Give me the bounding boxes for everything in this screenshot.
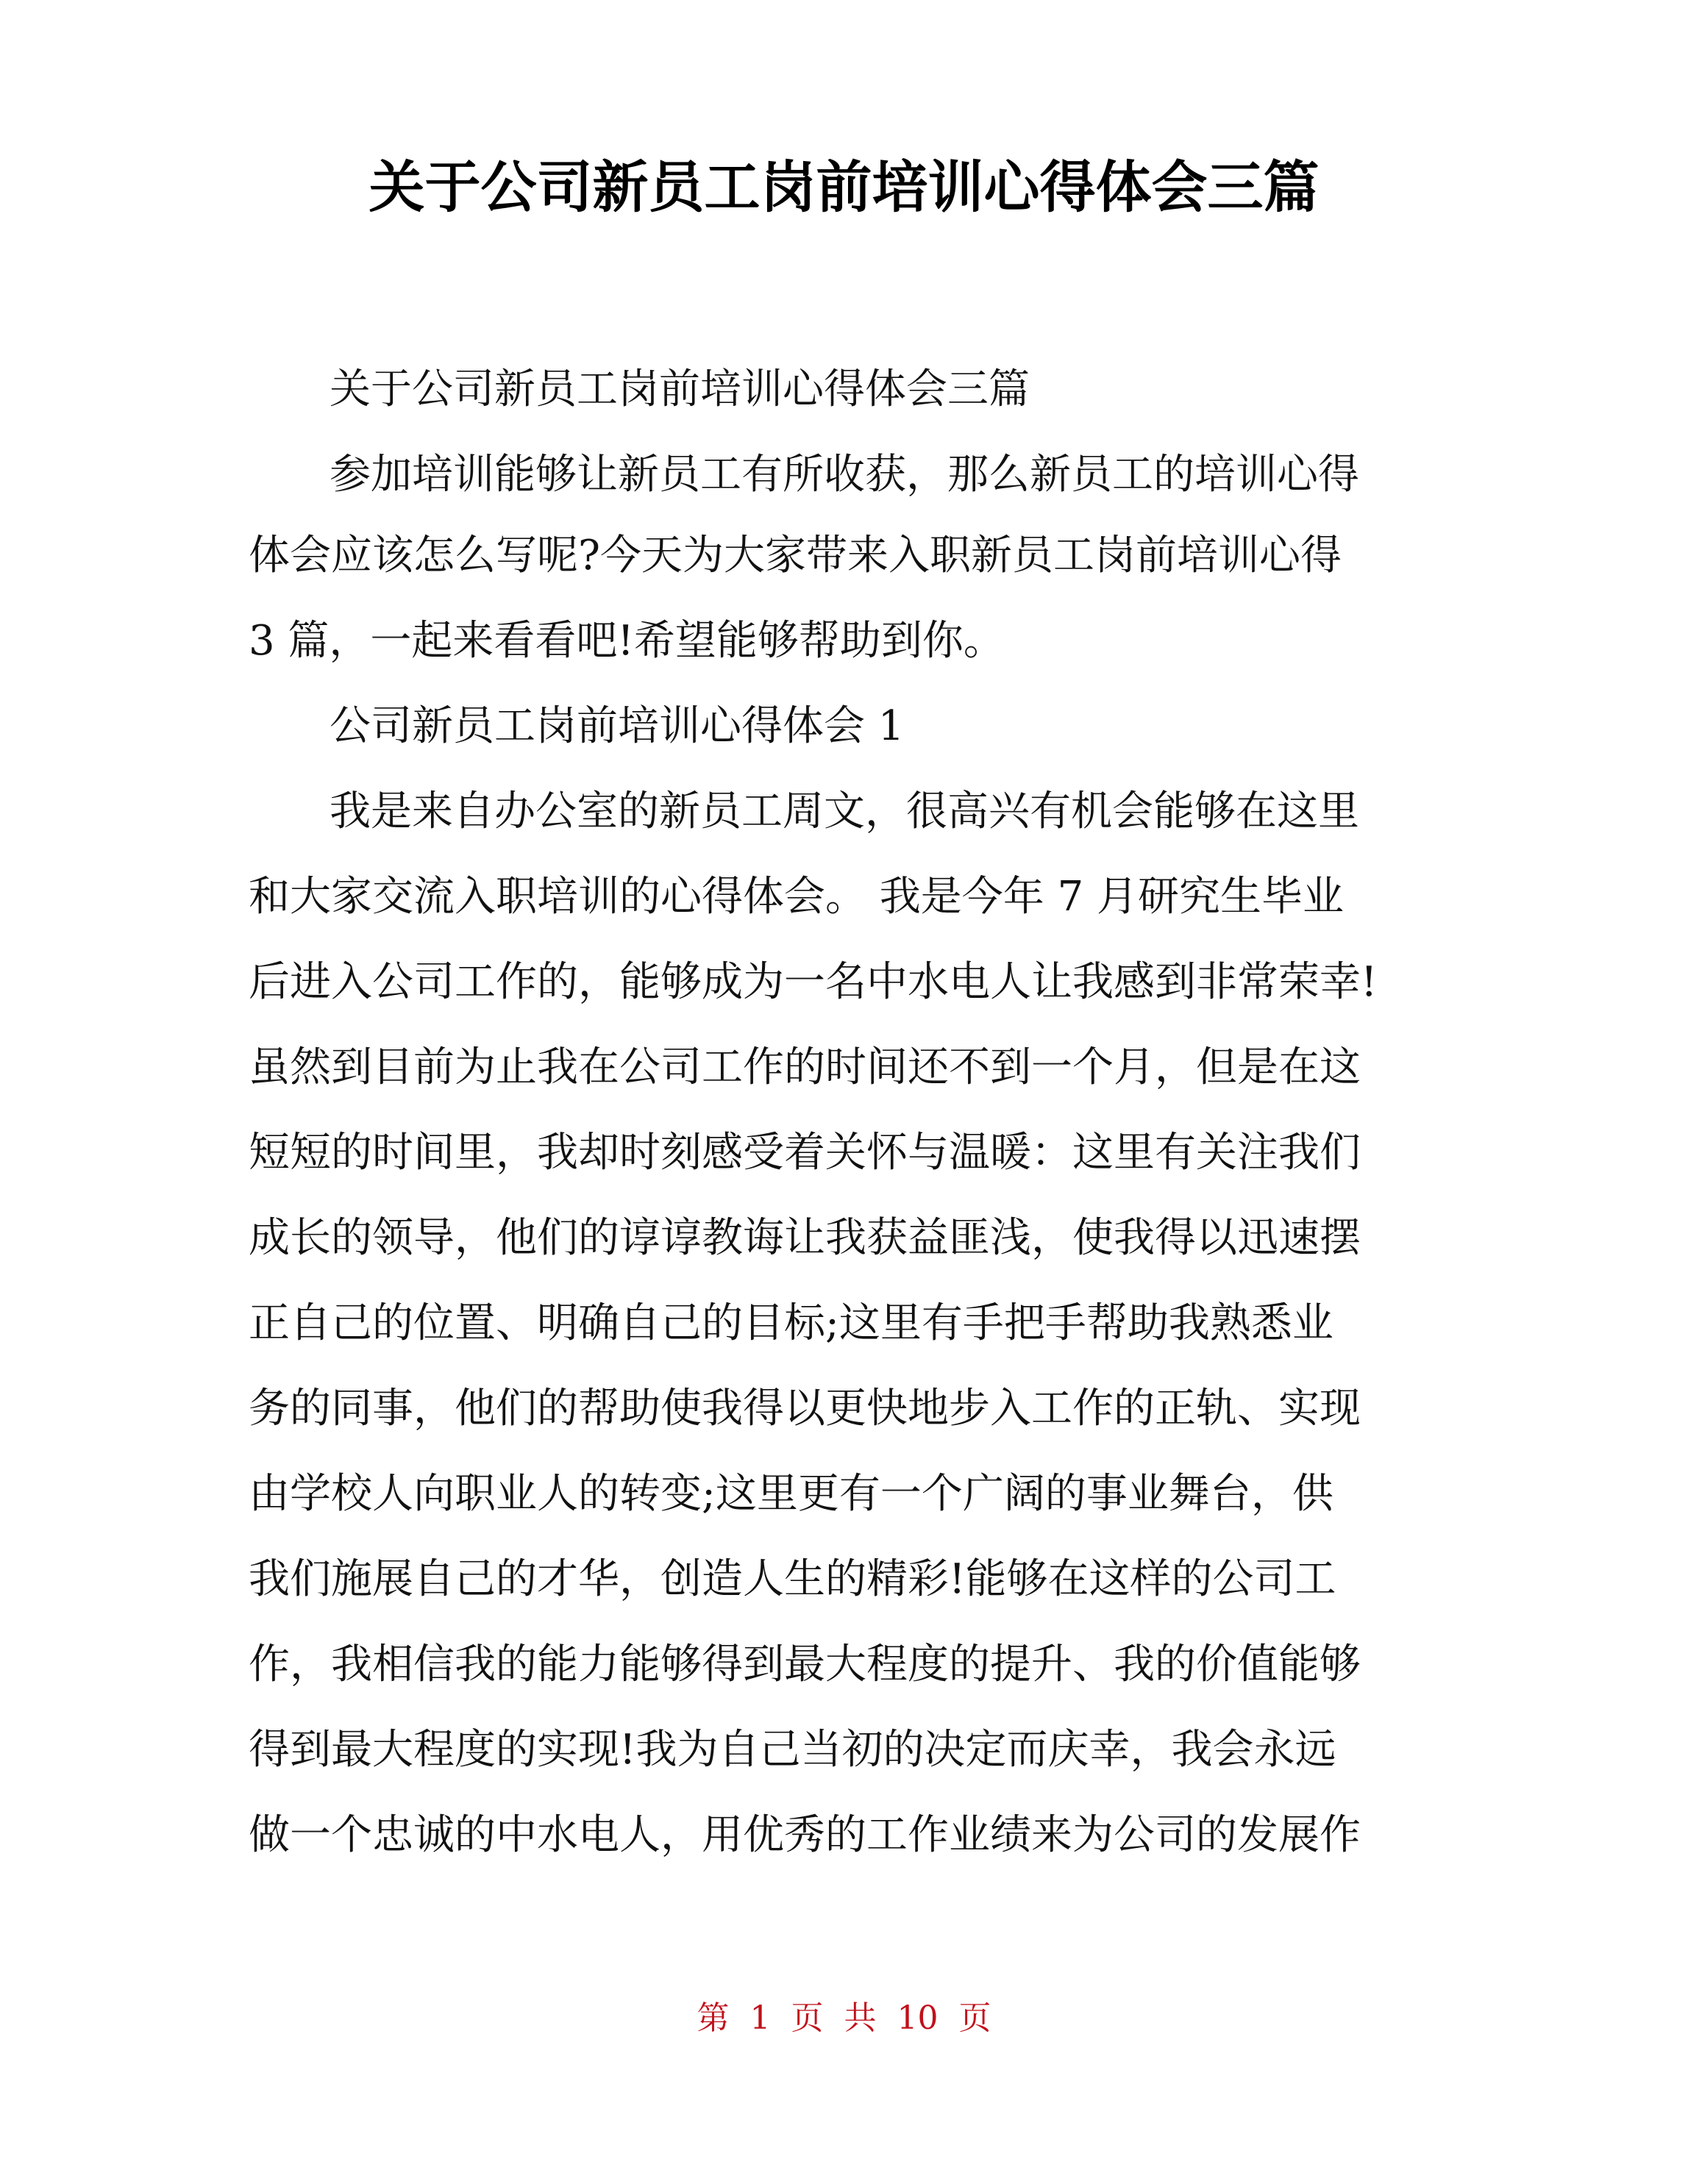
document-title: 关于公司新员工岗前培训心得体会三篇	[368, 154, 1320, 220]
text-line: 由学校人向职业人的转变;这里更有一个广阔的事业舞台，供	[249, 1470, 1333, 1518]
text-line: 后进入公司工作的，能够成为一名中水电人让我感到非常荣幸!	[249, 958, 1378, 1006]
text-line: 务的同事，他们的帮助使我得以更快地步入工作的正轨、实现	[249, 1385, 1361, 1432]
subtitle-line: 关于公司新员工岗前培训心得体会三篇	[330, 365, 1030, 413]
text-line: 参加培训能够让新员工有所收获，那么新员工的培训心得	[330, 451, 1359, 499]
text-line: 作，我相信我的能力能够得到最大程度的提升、我的价值能够	[249, 1641, 1361, 1688]
text-line: 我是来自办公室的新员工周文，很高兴有机会能够在这里	[330, 788, 1359, 835]
text-line: 短短的时间里，我却时刻感受着关怀与温暖：这里有关注我们	[249, 1129, 1361, 1177]
text-line: 正自己的位置、明确自己的目标;这里有手把手帮助我熟悉业	[249, 1299, 1333, 1347]
text-line: 3 篇，一起来看看吧!希望能够帮助到你。	[249, 617, 1005, 665]
section-heading: 公司新员工岗前培训心得体会 1	[330, 702, 905, 750]
text-line: 我们施展自己的才华，创造人生的精彩!能够在这样的公司工	[249, 1555, 1336, 1603]
text-line: 得到最大程度的实现!我为自己当初的决定而庆幸，我会永远	[249, 1726, 1336, 1774]
text-line: 成长的领导，他们的谆谆教诲让我获益匪浅，使我得以迅速摆	[249, 1214, 1361, 1262]
text-line: 和大家交流入职培训的心得体会。 我是今年 7 月研究生毕业	[249, 873, 1345, 921]
text-line: 体会应该怎么写呢?今天为大家带来入职新员工岗前培训心得	[249, 532, 1342, 579]
text-line: 做一个忠诚的中水电人，用优秀的工作业绩来为公司的发展作	[249, 1811, 1361, 1859]
page-number-footer: 第 1 页 共 10 页	[697, 1999, 991, 2037]
text-line: 虽然到目前为止我在公司工作的时间还不到一个月，但是在这	[249, 1043, 1361, 1091]
